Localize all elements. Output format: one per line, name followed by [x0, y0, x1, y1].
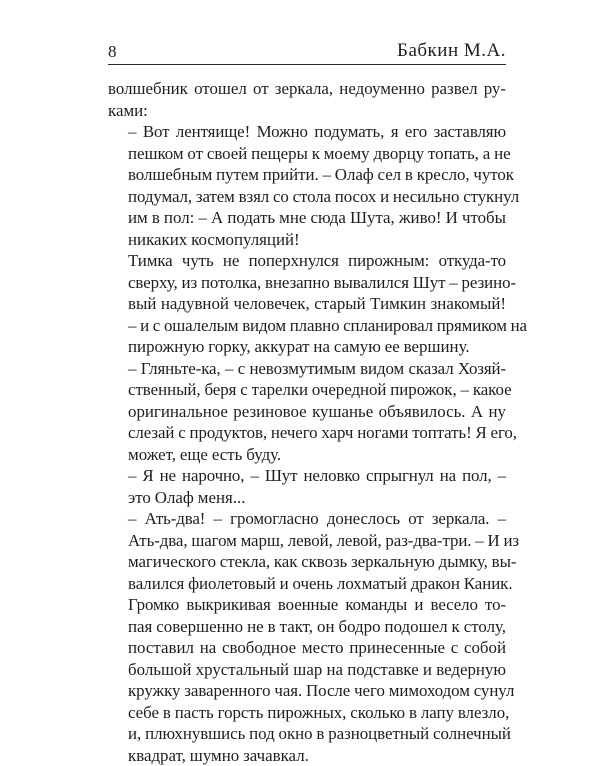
paragraph: [108, 594, 506, 766]
page-header: [108, 40, 506, 66]
text-line: пая совершенно не в такт, он бодро подошел к столу,: [108, 616, 506, 638]
text-line: никаких космопуляций!: [108, 229, 506, 251]
text-line: – Ать-два! – громогласно донеслось от зеркала. –: [108, 508, 506, 530]
text-line: Тимка чуть не поперхнулся пирожным: откуда-то: [108, 250, 506, 272]
paragraph: [108, 121, 506, 250]
text-line: валился фиолетовый и очень лохматый дракон Каник.: [108, 573, 506, 595]
header-rule: [108, 64, 506, 65]
text-line: это Олаф меня...: [108, 487, 506, 509]
text-line: слезай с продуктов, нечего харч ногами топтать! Я его,: [108, 422, 506, 444]
text-line: вый надувной человечек, старый Тимкин знакомый!: [108, 293, 506, 315]
text-line: Ать-два, шагом марш, левой, левой, раз-два-три. – И из: [108, 530, 506, 552]
running-head-author: Бабкин М.А.: [397, 40, 506, 62]
text-line: волшебник отошел от зеркала, недоуменно развел ру-: [108, 78, 506, 100]
text-line: большой хрустальный шар на подставке и ведерную: [108, 659, 506, 681]
paragraph: [108, 358, 506, 466]
text-line: квадрат, шумно зачавкал.: [108, 745, 506, 766]
text-line: поставил на свободное место принесенные с собой: [108, 637, 506, 659]
text-line: пешком от своей пещеры к моему дворцу топать, а не: [108, 143, 506, 165]
text-line: кружку заваренного чая. После чего мимоходом сунул: [108, 680, 506, 702]
text-line: – Вот лентяище! Можно подумать, я его заставляю: [108, 121, 506, 143]
text-line: подумал, затем взял со стола посох и несильно стукнул: [108, 186, 506, 208]
text-line: магического стекла, как сквозь зеркальную дымку, вы-: [108, 551, 506, 573]
text-line: себе в пасть горсть пирожных, сколько в лапу влезло,: [108, 702, 506, 724]
text-line: – и с ошалелым видом плавно спланировал прямиком на: [108, 315, 506, 337]
text-line: волшебным путем прийти. – Олаф сел в кресло, чуток: [108, 164, 506, 186]
text-line: оригинальное резиновое кушанье объявилось. А ну: [108, 401, 506, 423]
paragraph: [108, 465, 506, 508]
text-line: – Гляньте-ка, – с невозмутимым видом сказал Хозяй-: [108, 358, 506, 380]
paragraph: [108, 250, 506, 358]
text-line: и, плюхнувшись под окно в разноцветный солнечный: [108, 723, 506, 745]
paragraph: [108, 508, 506, 594]
body-text: [108, 78, 506, 766]
text-line: Громко выкрикивая военные команды и весело то-: [108, 594, 506, 616]
text-line: пирожную горку, аккурат на самую ее вершину.: [108, 336, 506, 358]
text-line: им в пол: – А подать мне сюда Шута, живо! И чтобы: [108, 207, 506, 229]
paragraph: [108, 78, 506, 121]
text-line: – Я не нарочно, – Шут неловко спрыгнул на пол, –: [108, 465, 506, 487]
page-number: 8: [108, 42, 117, 62]
text-line: ственный, беря с тарелки очередной пирожок, – какое: [108, 379, 506, 401]
text-line: может, еще есть буду.: [108, 444, 506, 466]
text-line: ками:: [108, 100, 506, 122]
text-line: сверху, из потолка, внезапно вывалился Шут – резино-: [108, 272, 506, 294]
